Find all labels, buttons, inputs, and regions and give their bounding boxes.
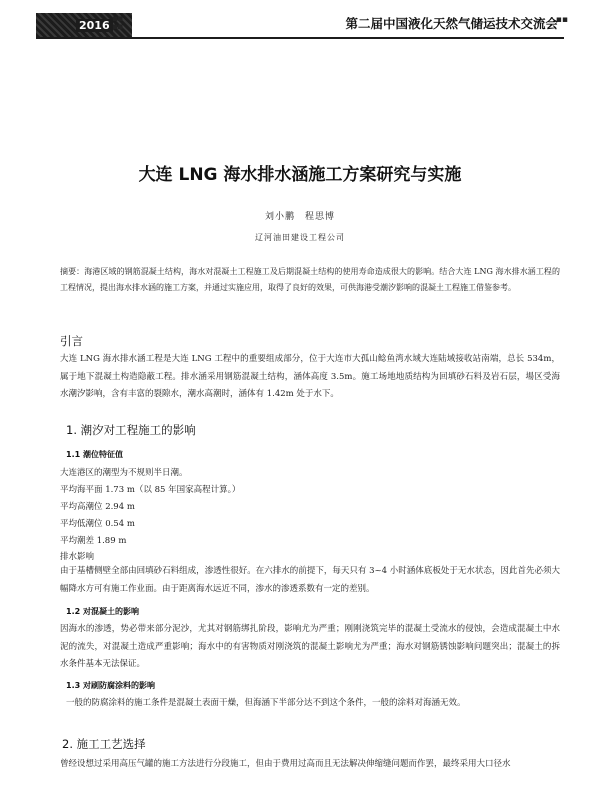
intro-heading: 引言 [60, 334, 83, 348]
section-2-heading: 2. 施工工艺选择 [62, 737, 146, 751]
year-label: 2016 [76, 19, 113, 32]
header-divider [36, 37, 564, 39]
section-1-3-heading: 1.3 对刷防腐涂料的影响 [66, 681, 155, 690]
decorative-dots-right-icon: ▪▪ [555, 15, 568, 25]
section-1-2-heading: 1.2 对混凝土的影响 [66, 607, 139, 616]
paper-affiliation: 辽河油田建设工程公司 [255, 233, 345, 242]
tide-line-5: 平均潮差 1.89 m [60, 536, 127, 546]
section-1-heading: 1. 潮汐对工程施工的影响 [66, 423, 196, 437]
page-header [0, 0, 600, 40]
section-1-1-heading: 1.1 潮位特征值 [66, 450, 123, 459]
paper-authors: 刘小鹏 程思博 [264, 212, 335, 222]
abstract: 摘要：海港区域的钢筋混凝土结构，海水对混凝土工程施工及后期混凝土结构的使用寿命造成很大的影响。结合大连 LNG 海水排水涵工程的工程情况，提出海水排水涵的施工方案，并通过实施应用，取得了良好的效果，可供海港受潮汐影响的混凝土工程施工借鉴参考。 [60, 267, 560, 292]
section-2-body: 曾经设想过采用高压气罐的施工方法进行分段施工，但由于费用过高而且无法解决伸缩缝问题而作罢，最终采用大口径水 [60, 759, 511, 769]
section-1-3-body: 一般的防腐涂料的施工条件是混凝土表面干燥，但海涵下半部分达不到这个条件，一般的涂料对海涵无效。 [66, 698, 466, 708]
tide-line-3: 平均高潮位 2.94 m [60, 502, 135, 512]
section-1-1-body: 由于基槽侧壁全部由回填砂石料组成，渗透性很好。在六排水的前提下，每天只有 3~4 小时涵体底板处于无水状态，因此首先必须大幅降水方可有施工作业面。由于距离海水远近不同，渗水的渗透系数有一定的差别。 [60, 566, 560, 594]
tide-line-4: 平均低潮位 0.54 m [60, 519, 135, 529]
conference-title: 第二届中国液化天然气储运技术交流会 [345, 16, 558, 31]
decorative-dots-icon: ▪▪ ▪▪ [112, 14, 123, 32]
tide-line-2: 平均海平面 1.73 m（以 85 年国家高程计算。） [60, 485, 241, 495]
intro-body: 大连 LNG 海水排水涵工程是大连 LNG 工程中的重要组成部分，位于大连市大孤山鲶鱼湾水域大连陆域接收站南端，总长 534m，属于地下混凝土构造隐蔽工程。排水涵采用钢筋混凝土结构，涵体高度 3.5m。施工场地地质结构为回填砂石料及岩石层，場区受海水潮汐影响，含有丰富的裂隙水，潮水高潮时，涵体有 1.42m 处于水下。 [60, 354, 560, 399]
tide-line-6: 排水影响 [60, 552, 95, 562]
paper-title: 大连 LNG 海水排水涵施工方案研究与实施 [138, 165, 462, 185]
section-1-2-body: 因海水的渗透，势必带来部分泥沙，尤其对钢筋绑扎阶段，影响尤为严重；刚刚浇筑完毕的混凝土受流水的侵蚀，会造成混凝土中水泥的流失，对混凝土造成严重影响；海水中的有害物质对刚浇筑的混凝土影响尤为严重；海水对钢筋锈蚀影响问题突出；混凝土的拆水条件基本无法保证。 [60, 624, 560, 669]
tide-line-1: 大连港区的潮型为不规则半日潮。 [60, 468, 188, 478]
